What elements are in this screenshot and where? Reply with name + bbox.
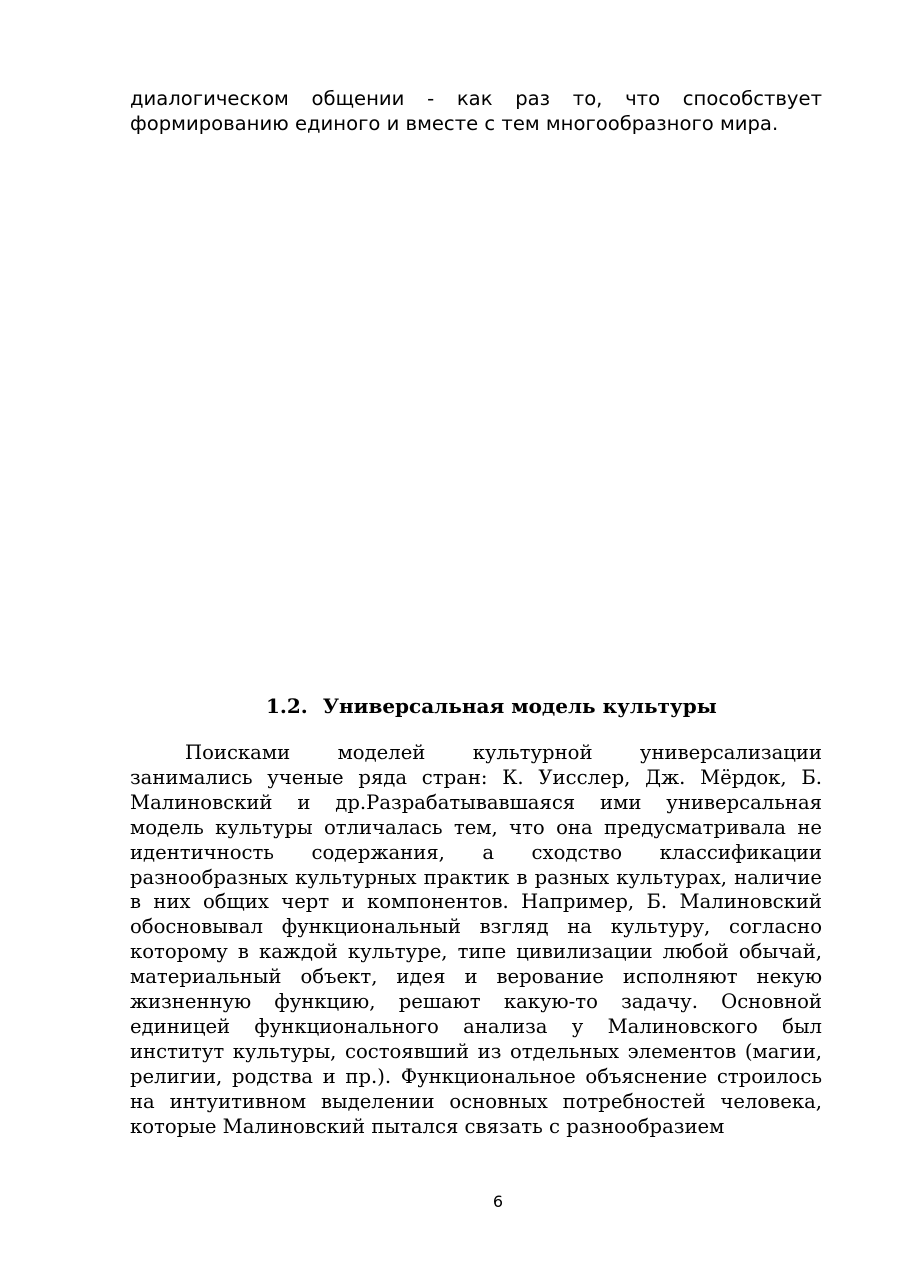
- main-paragraph: Поисками моделей культурной универсализации занимались ученые ряда стран: К. Уисслер, Дж. Мёрдок, Б. Малиновский и др.Разрабатывавшаяся ими универсальная модель культуры отличалась тем, что она предусматривала не идентичность содержания, а сходство классификации разнообразных культурных практик в разных культурах, наличие в них общих черт и компонентов. Например, Б. Малиновский обосновывал функциональный взгляд на культуру, согласно которому в каждой культуре, типе цивилизации любой обычай, материальный объект, идея и верование исполняют некую жизненную функцию, решают какую-то задачу. Основной единицей функционального анализа у Малиновского был институт культуры, состоявший из отдельных элементов (магии, религии, родства и пр.). Функциональное объяснение строилось на интуитивном выделении основных потребностей человека, которые Малиновский пытался связать с разнообразием: [130, 741, 822, 1138]
- page-number: 6: [492, 1192, 504, 1211]
- section-heading: [266, 694, 717, 718]
- section-number: 1.2.: [266, 694, 308, 718]
- section-title: Универсальная модель культуры: [322, 694, 717, 718]
- continuation-paragraph: диалогическом общении - как раз то, что способствует формированию единого и вместе с тем многообразного мира.: [130, 87, 822, 135]
